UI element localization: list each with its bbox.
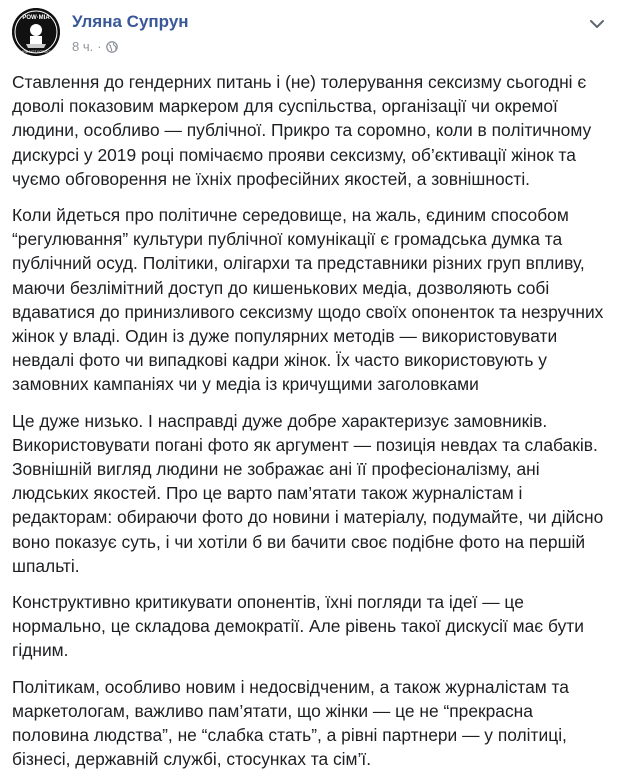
post-paragraph: Це дуже низько. І насправді дуже добре характеризує замовників. Використовувати погані фото як аргумент — позиція невдах та слабаків. Зовнішній вигляд людини не зображає ані її професіоналізму, ані людських якостей. Про це варто пам’ятати також журналістам і редакторам: обираючи фото до новини і матеріалу, подумайте, чи дійсно воно показує суть, і чи хотіли б ви бачити своє подібне фото на першій шпальті. — [12, 410, 604, 576]
author-name[interactable]: Уляна Супрун — [72, 12, 189, 31]
post-paragraph: Політикам, особливо новим і недосвідченим, а також журналістам та маркетологам, важливо пам’ятати, що жінки — це не “прекрасна половина людства”, не “слабка стать”, а рівні партнери — у політиці, бізнесі, державній службі, стосунках та сім’ї. — [12, 676, 569, 770]
meta-separator: · — [97, 39, 102, 54]
post-paragraph: Коли йдеться про політичне середовище, на жаль, єдиним способом “регулювання” культури публічної комунікації є громадська думка та публічний осуд. Політики, олігархи та представники різних груп впливу, маючи безлімітний доступ до кишенькових медіа, дозволяють собі вдаватися до принизливого сексизму щодо своїх опоненток та незручних жінок у владі. Один із дуже популярних методів — використовувати невдалі фото чи випадкові кадри жінок. Їх часто використовують у замовних кампаніях чи у медіа із кричущими заголовками — [12, 205, 604, 395]
post-body — [12, 70, 610, 771]
pow-mia-logo-icon — [12, 8, 60, 56]
avatar[interactable] — [12, 8, 60, 56]
globe-icon[interactable] — [106, 41, 118, 53]
post-paragraph: Ставлення до гендерних питань і (не) толерування сексизму сьогодні є доволі показовим маркером для суспільства, організації чи окремої людини, особливо — публічної. Прикро та соромно, коли в політичному дискурсі у 2019 році помічаємо прояви сексизму, об’єктивації жінок та чуємо обговорення не їхніх професійних якостей, а зовнішності. — [12, 72, 592, 189]
post-meta — [72, 39, 118, 54]
post-timestamp[interactable]: 8 ч. — [72, 39, 94, 54]
chevron-down-icon[interactable] — [588, 18, 606, 30]
post-paragraph: Конструктивно критикувати опонентів, їхні погляди та ідеї — це нормально, це складова демократії. Але рівень такої дискусії має бути гідним. — [12, 592, 584, 661]
post-header — [12, 8, 612, 58]
svg-text:YOU ARE NOT FORGOTTEN: YOU ARE NOT FORGOTTEN — [12, 50, 60, 54]
svg-text:POW·MIA: POW·MIA — [22, 15, 50, 21]
